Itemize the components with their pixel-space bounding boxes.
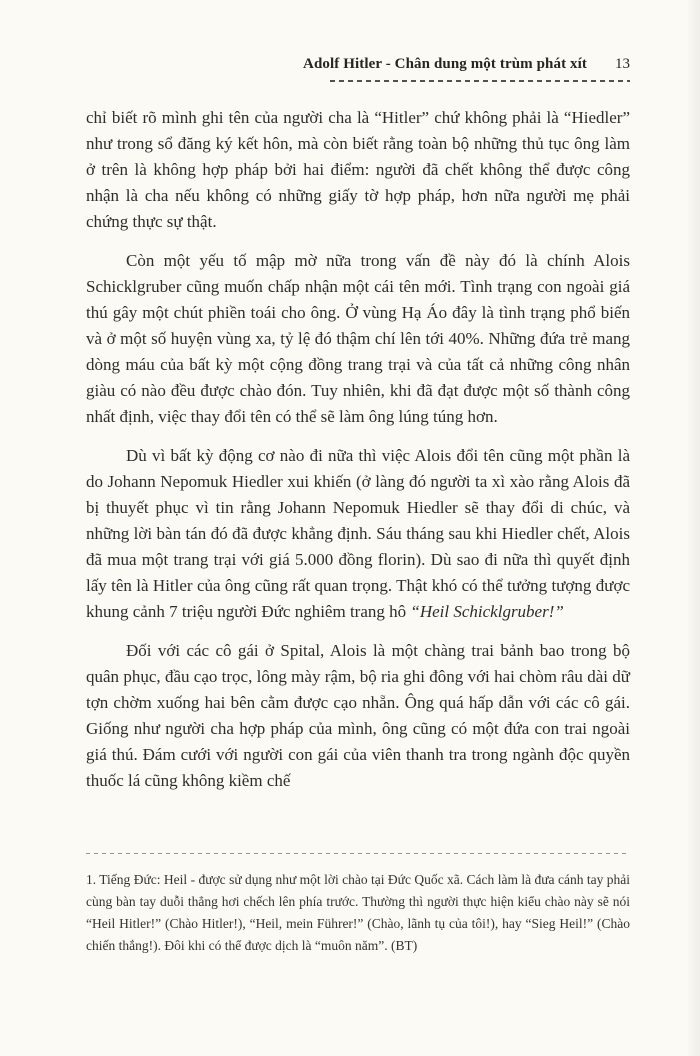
paragraph-continuation: chỉ biết rõ mình ghi tên của người cha là “Hitler” chứ không phải là “Hiedler” như trong sổ đăng ký kết hôn, mà còn biết rằng toàn bộ những thủ tục ông làm ở trên là không hợp pháp bởi hai điểm: người đã chết không thể được công nhận là cha nếu không có những giấy tờ hợp pháp, hơn nữa người mẹ phải chứng thực sự thật. — [86, 108, 630, 231]
header-divider — [330, 80, 630, 82]
running-head-title: Adolf Hitler - Chân dung một trùm phát xít — [303, 56, 587, 72]
running-head-row — [86, 56, 630, 73]
paragraph-text: Dù vì bất kỳ động cơ nào đi nữa thì việc Alois đổi tên cũng một phần là do Johann Nepomuk Hiedler xui khiến (ở làng đó người ta xì xào rằng Alois đã bị thuyết phục vì tin rằng Johann Nepomuk Hiedler sẽ thay đổi di chúc, và những lời bàn tán đó đã được khẳng định. Sáu tháng sau khi Hiedler chết, Alois đã mua một trang trại với giá 5.000 đồng florin). Dù sao đi nữa thì quyết định lấy tên là Hitler của ông cũng rất quan trọng. Thật khó có thể tưởng tượng được khung cảnh 7 triệu người Đức nghiêm trang hô — [86, 446, 630, 621]
footnote-divider — [86, 853, 630, 854]
scan-edge-shading — [686, 0, 700, 1056]
paragraph — [86, 443, 630, 625]
footnote-text: 1. Tiếng Đức: Heil - được sử dụng như một lời chào tại Đức Quốc xã. Cách làm là đưa cánh tay phải cùng bàn tay duỗi thẳng hơi chếch lên phía trước. Thường thì người thực hiện kiểu chào này sẽ nói “Heil Hitler!” (Chào Hitler!), “Heil, mein Führer!” (Chào, lãnh tụ của tôi!), hay “Sieg Heil!” (Chào chiến thắng!). Đôi khi có thể được dịch là “muôn năm”. (BT) — [86, 872, 630, 953]
page-body — [86, 105, 630, 794]
page-header — [86, 56, 630, 82]
paragraph: Còn một yếu tố mập mờ nữa trong vấn đề này đó là chính Alois Schicklgruber cũng muốn chấp nhận một cái tên mới. Tình trạng con ngoài giá thú gây một chút phiền toái cho ông. Ở vùng Hạ Áo đây là tình trạng phổ biến và ở một số huyện vùng xa, tỷ lệ đó thậm chí lên tới 40%. Những đứa trẻ mang dòng máu của bất kỳ một cộng đồng trang trại và của tất cả những công nhân giàu có nào đều được chào đón. Tuy nhiên, khi đã đạt được một số thành công nhất định, việc thay đổi tên có thể sẽ làm ông lúng túng hơn. — [86, 251, 630, 426]
footnote-area — [86, 853, 630, 957]
paragraph-italic-phrase: “Heil Schicklgruber!” — [410, 602, 564, 621]
paragraph: Đối với các cô gái ở Spital, Alois là một chàng trai bảnh bao trong bộ quân phục, đầu cạo trọc, lông mày rậm, bộ ria ghi đông với hai chòm râu dài dữ tợn chờm xuống hai bên cằm được cạo nhẵn. Ông quá hấp dẫn với các cô gái. Giống như người cha hợp pháp của mình, ông cũng có một đứa con trai ngoài giá thú. Đám cưới với người con gái của viên thanh tra trong ngành độc quyền thuốc lá cũng không kiềm chế — [86, 641, 630, 790]
page-number: 13 — [615, 56, 630, 72]
